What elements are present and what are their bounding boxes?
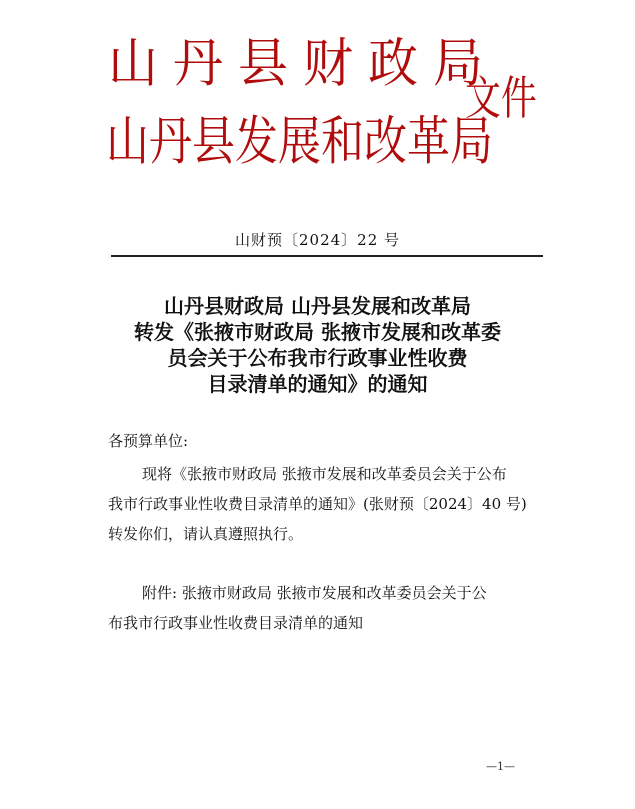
issuer-line-1: 山丹县财政局 bbox=[108, 32, 498, 94]
document-title bbox=[0, 293, 635, 397]
body-line: 转发你们，请认真遵照执行。 bbox=[108, 525, 304, 543]
body-line: 我市行政事业性收费目录清单的通知》(张财预〔2024〕40 号) bbox=[108, 495, 527, 513]
salutation: 各预算单位: bbox=[108, 432, 189, 450]
attachment-paragraph bbox=[108, 578, 538, 638]
header-divider bbox=[111, 255, 543, 257]
body-line: 现将《张掖市财政局 张掖市发展和改革委员会关于公布 bbox=[142, 465, 507, 483]
attachment-line: 布我市行政事业性收费目录清单的通知 bbox=[108, 614, 364, 632]
title-line: 员会关于公布我市行政事业性收费 bbox=[167, 346, 468, 370]
attachment-line: 附件: 张掖市财政局 张掖市发展和改革委员会关于公 bbox=[142, 584, 487, 602]
document-type-label: 文件 bbox=[465, 71, 537, 125]
title-line: 转发《张掖市财政局 张掖市发展和改革委 bbox=[134, 320, 501, 344]
document-number: 山财预〔2024〕22 号 bbox=[234, 231, 401, 249]
issuer-line-2: 山丹县发展和改革局 bbox=[106, 110, 493, 172]
page-number: —1— bbox=[486, 760, 515, 773]
body-paragraph bbox=[108, 459, 538, 549]
title-line: 山丹县财政局 山丹县发展和改革局 bbox=[164, 294, 471, 318]
title-line: 目录清单的通知》的通知 bbox=[207, 372, 428, 396]
